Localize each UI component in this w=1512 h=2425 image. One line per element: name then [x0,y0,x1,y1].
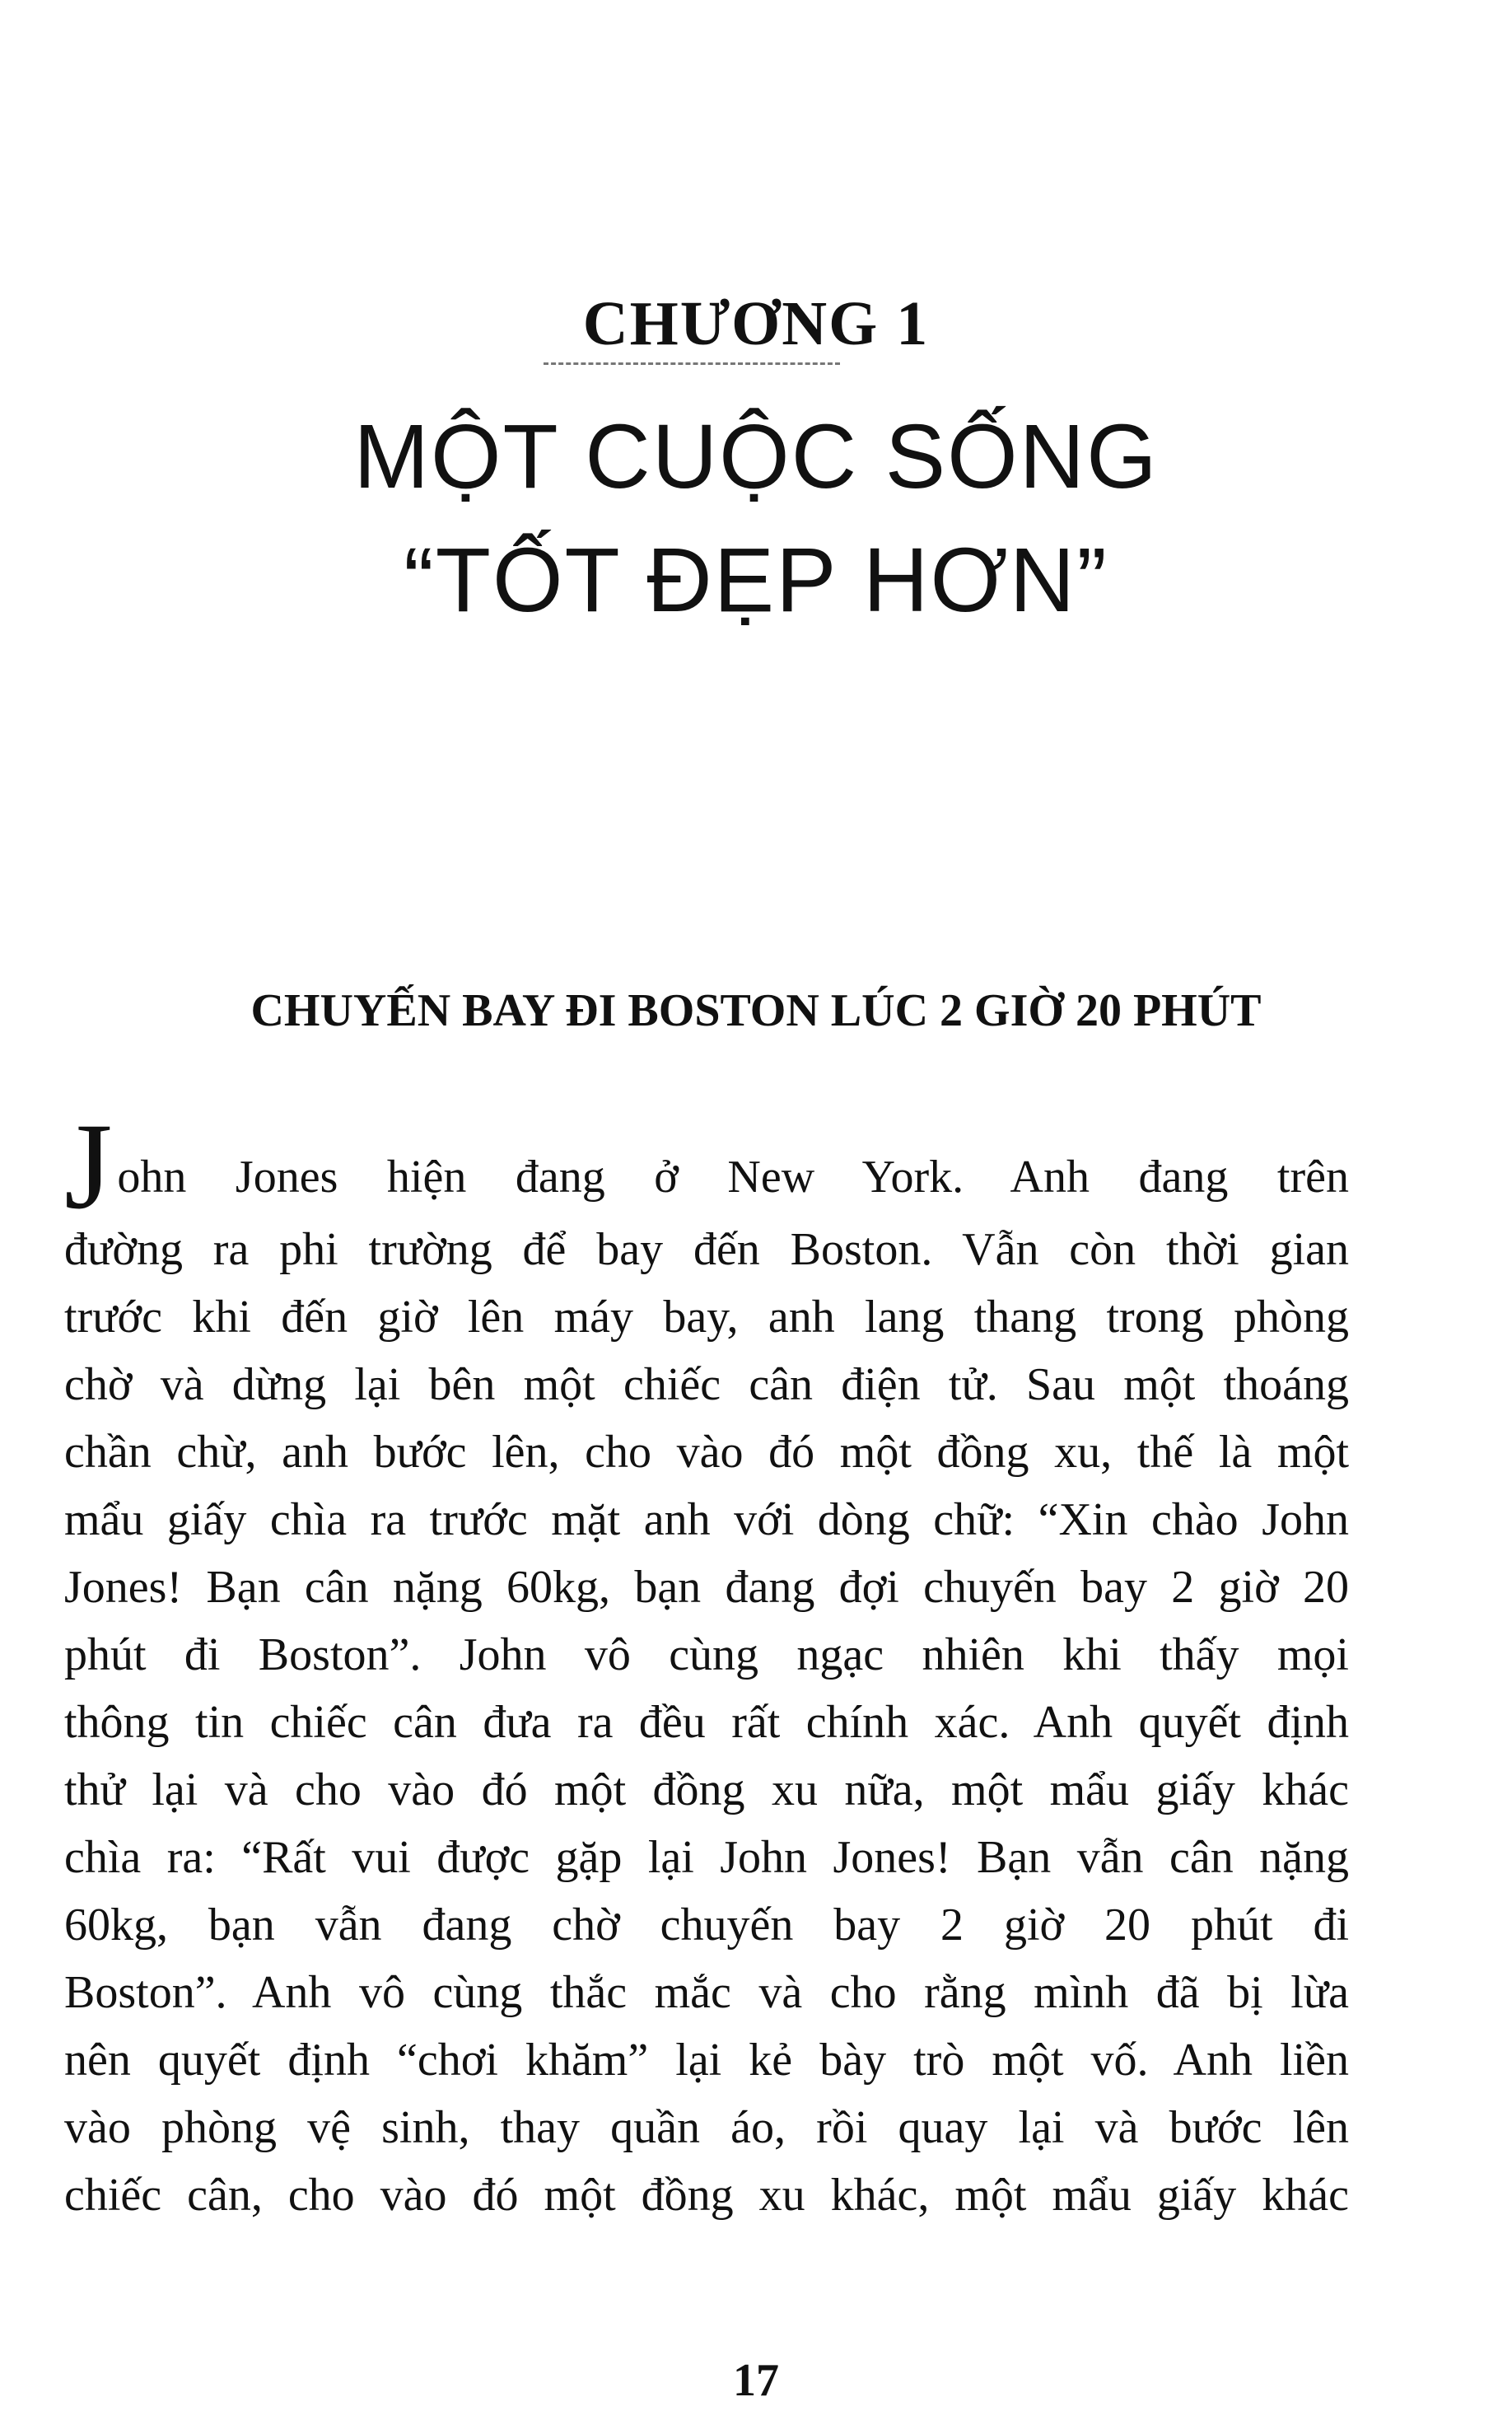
chapter-title-line-2: “TỐT ĐẸP HƠN” [404,530,1108,631]
body-line: chiếc cân, cho vào đó một đồng xu khác, một mẩu giấy khác [64,2170,1349,2221]
body-line: mẩu giấy chìa ra trước mặt anh với dòng chữ: “Xin chào John [64,1494,1349,1545]
chapter-title [0,395,1512,642]
drop-cap: J [64,1098,113,1235]
body-line: thử lại và cho vào đó một đồng xu nữa, một mẩu giấy khác [64,1764,1349,1815]
chapter-label: CHƯƠNG 1 [582,289,930,358]
body-line: nên quyết định “chơi khăm” lại kẻ bày trò một vố. Anh liền [64,2035,1349,2086]
body-line: 60kg, bạn vẫn đang chờ chuyến bay 2 giờ 20 phút đi [64,1899,1349,1951]
body-line: Jones! Bạn cân nặng 60kg, bạn đang đợi chuyến bay 2 giờ 20 [64,1562,1349,1613]
body-line: đường ra phi trường để bay đến Boston. Vẫn còn thời gian [64,1224,1349,1275]
body-line: ohn Jones hiện đang ở New York. Anh đang trên [117,1152,1349,1203]
chapter-title-line-1: MỘT CUỘC SỐNG [353,406,1159,507]
body-line: chờ và dừng lại bên một chiếc cân điện tử. Sau một thoáng [64,1359,1349,1410]
page-number: 17 [733,2355,779,2406]
section-heading: CHUYẾN BAY ĐI BOSTON LÚC 2 GIỜ 20 PHÚT [250,985,1262,1036]
chapter-underline [544,362,840,365]
body-line: chìa ra: “Rất vui được gặp lại John Jones! Bạn vẫn cân nặng [64,1832,1349,1883]
body-line: vào phòng vệ sinh, thay quần áo, rồi quay lại và bước lên [64,2102,1349,2153]
body-line: trước khi đến giờ lên máy bay, anh lang thang trong phòng [64,1292,1349,1343]
body-line: phút đi Boston”. John vô cùng ngạc nhiên khi thấy mọi [64,1629,1349,1680]
body-line: Boston”. Anh vô cùng thắc mắc và cho rằng mình đã bị lừa [64,1967,1349,2018]
body-line: chần chừ, anh bước lên, cho vào đó một đồng xu, thế là một [64,1427,1349,1478]
body-line: thông tin chiếc cân đưa ra đều rất chính xác. Anh quyết định [64,1697,1349,1748]
body-paragraph [64,1098,1349,2229]
